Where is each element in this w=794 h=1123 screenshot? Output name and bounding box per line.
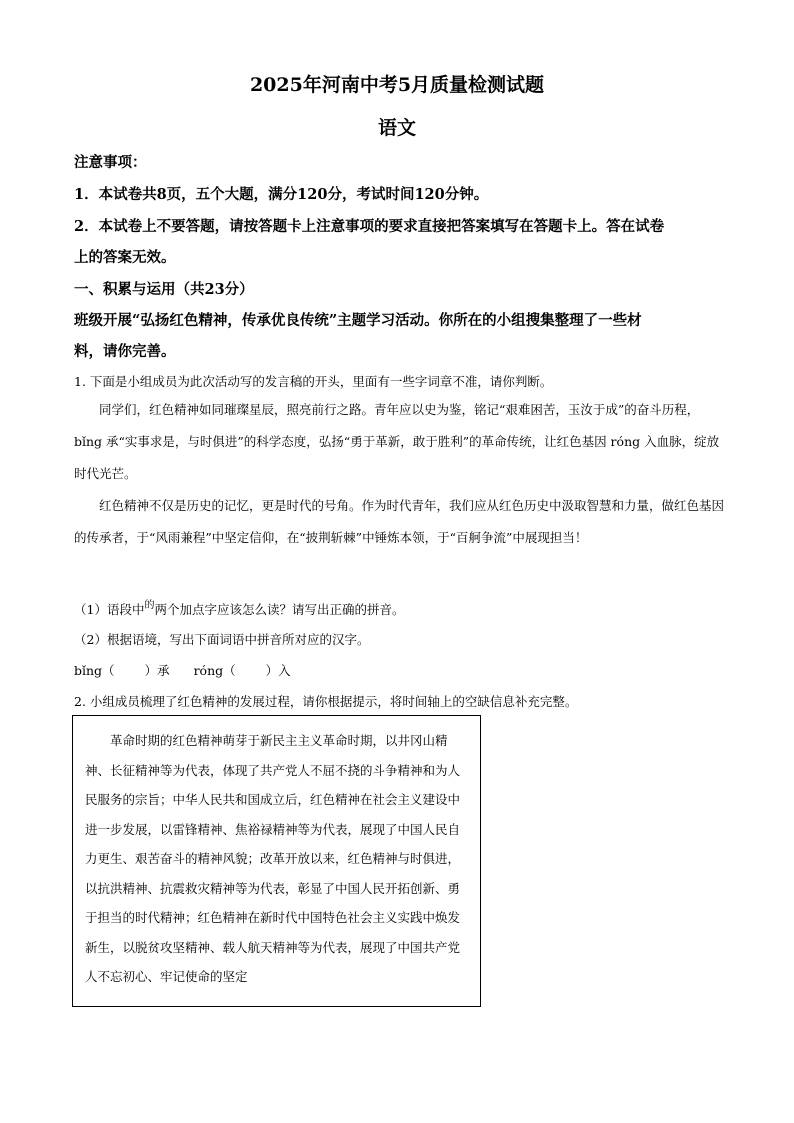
notice-item-2-line-1: 2．本试卷上不要答题，请按答题卡上注意事项的要求直接把答案填写在答题卡上。答在试卷 xyxy=(74,218,665,235)
timeline-box-text: 革命时期的红色精神萌芽于新民主主义革命时期，以井冈山精神、长征精神等为代表，体现了共产党人不屈不挠的斗争精神和为人民服务的宗旨；中华人民共和国成立后，红色精神在社会主义建设中进一步发展，以雷锋精神、焦裕禄精神等为代表，展现了中国人民自力更生、艰苦奋斗的精神风貌；改革开放以来，红色精神与时俱进，以抗洪精神、抗震救灾精神等为代表，彰显了中国人民开拓创新、勇于担当的时代精神；红色精神在新时代中国特色社会主义实践中焕发新生，以脱贫攻坚精神、载人航天精神等为代表，展现了中国共产党人不忘初心、牢记使命的坚定 xyxy=(85,733,461,984)
question-2-stem: 2. 小组成员梳理了红色精神的发展过程，请你根据提示，将时间轴上的空缺信息补充完整。 xyxy=(74,694,578,709)
notice-item-2-line-2: 上的答案无效。 xyxy=(74,249,176,266)
section-heading: 一、积累与运用（共23分） xyxy=(74,281,254,298)
blank-1-close: ）承 xyxy=(144,663,170,678)
question-1-stem: 1. 下面是小组成员为此次活动写的发言稿的开头，里面有一些字词章不准，请你判断。 xyxy=(74,374,553,389)
blank-2-close: ）入 xyxy=(265,663,291,678)
question-1-passage-p2: 红色精神不仅是历史的记忆，更是时代的号角。作为时代青年，我们应从红色历史中汲取智慧和力量，做红色基因的传承者，于“风雨兼程”中坚定信仰，在“披荆斩棘”中锤炼本领，于“百舸争流”中展现担当！ xyxy=(74,498,725,545)
timeline-text-box xyxy=(72,715,481,1007)
pinyin-blanks-row xyxy=(74,661,724,679)
notice-heading: 注意事项： xyxy=(74,154,147,171)
sub-1-suffix: 两个加点字应该怎么读？请写出正确的拼音。 xyxy=(154,602,405,617)
sub-1-mark: 的 xyxy=(144,600,155,611)
subject-title: 语文 xyxy=(377,117,416,139)
section-intro-line-1: 班级开展“弘扬红色精神，传承优良传统”主题学习活动。你所在的小组搜集整理了一些材 xyxy=(74,312,642,329)
question-1-sub-2: （2）根据语境，写出下面词语中拼音所对应的汉字。 xyxy=(74,632,370,647)
blank-2-pinyin: róng（ xyxy=(193,663,236,678)
question-1-passage-p1: 同学们，红色精神如同璀璨星辰，照亮前行之路。青年应以史为鉴，铭记“艰难困苦，玉汝于成”的奋斗历程，bǐng 承“实事求是，与时俱进”的科学态度，弘扬“勇于革新，敢于胜利”的革命传统，让红色基因 róng 入血脉，绽放时代光芒。 xyxy=(74,402,720,481)
page-title: 2025年河南中考5月质量检测试题 xyxy=(249,74,545,96)
question-1-sub-1 xyxy=(74,596,724,618)
section-intro-line-2: 料，请你完善。 xyxy=(74,343,176,360)
notice-item-1: 1．本试卷共8页，五个大题，满分120分，考试时间120分钟。 xyxy=(74,186,489,203)
sub-1-prefix: （1）语段中 xyxy=(74,602,145,617)
blank-1-pinyin: bǐng（ xyxy=(74,663,115,678)
